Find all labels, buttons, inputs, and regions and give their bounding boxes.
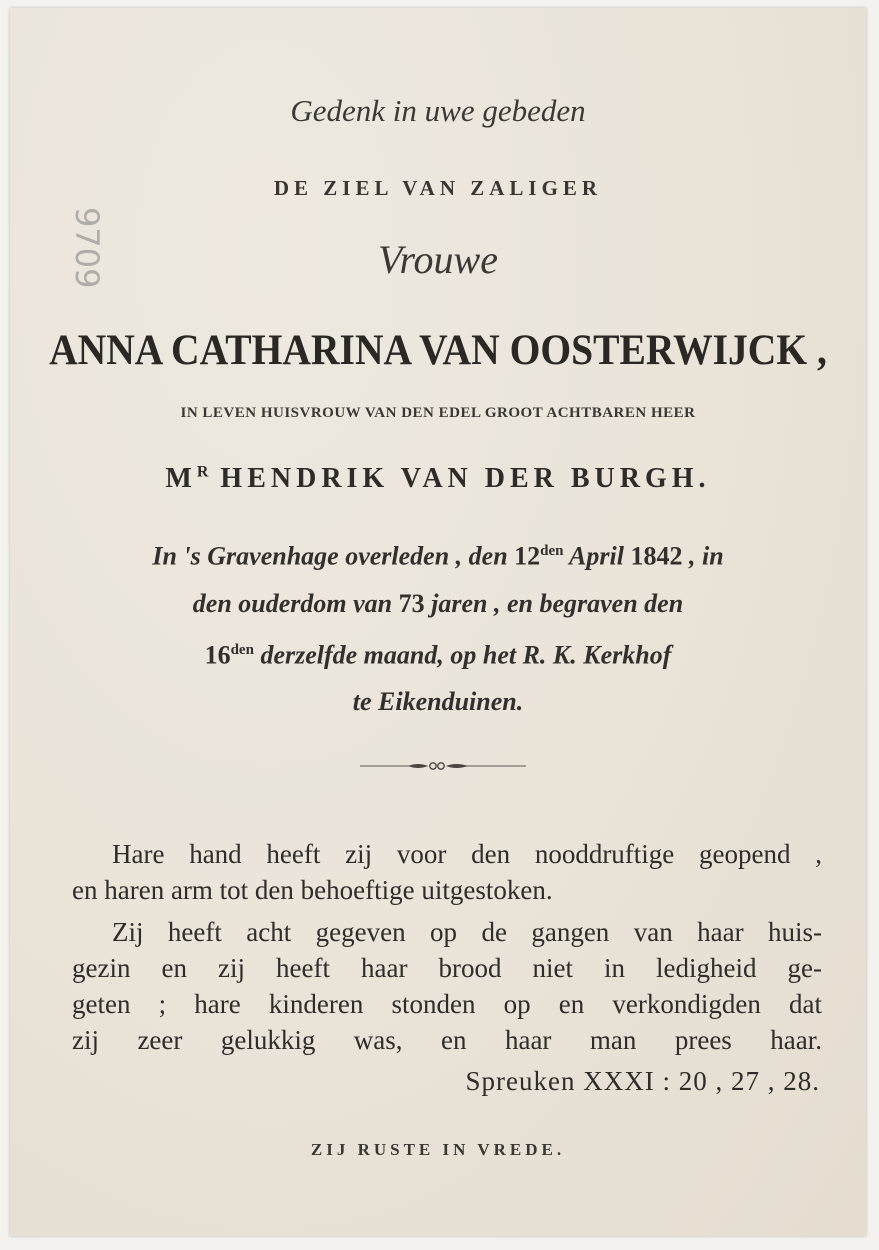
burial-day: 16 (204, 640, 231, 670)
verse-passage-2 (72, 914, 822, 1058)
details-text: In 's Gravenhage overleden , den (152, 541, 515, 571)
details-line-3 (10, 627, 866, 679)
scripture-reference: Spreuken XXXI : 20 , 27 , 28. (465, 1066, 820, 1096)
spouse-name: HENDRIK VAN DER BURGH. (220, 463, 711, 494)
deceased-name: ANNA CATHARINA VAN OOSTERWIJCK , (49, 327, 827, 374)
death-year: 1842 (630, 541, 683, 571)
verse-line: en haren arm tot den behoeftige uitgestoken. (72, 875, 553, 905)
details-text: jaren , en begraven den (424, 588, 684, 618)
verse-line: Zij heeft acht gegeven op de gangen van haar huis- (112, 917, 822, 947)
details-line-4: te Eikenduinen. (352, 687, 524, 717)
spouse-prefix-sup: R (196, 463, 209, 481)
details-text: derzelfde maand, op het R. K. Kerkhof (253, 640, 672, 670)
details-text: , in (682, 541, 724, 571)
spouse-title: IN LEVEN HUISVROUW VAN DEN EDEL GROOT ACHTBAREN HEER (180, 405, 696, 421)
verse-line: zij zeer gelukkig was, en haar man prees haar. (72, 1025, 822, 1055)
details-line-1 (10, 528, 866, 580)
divider-ornament (10, 756, 866, 776)
details-text: den ouderdom van (192, 588, 399, 618)
invocation: Gedenk in uwe gebeden (290, 93, 586, 128)
details-text: April (563, 541, 631, 571)
memorial-card (10, 8, 866, 1236)
age: 73 (398, 588, 425, 618)
verse-line: Hare hand heeft zij voor den nooddruftige geopend , (112, 839, 822, 869)
verse-line: geten ; hare kinderen stonden op en verkondigden dat (72, 989, 822, 1019)
death-day-sup: den (540, 543, 564, 559)
verse-passage-1 (72, 836, 822, 908)
burial-day-sup: den (230, 641, 254, 658)
closing-line: ZIJ RUSTE IN VREDE. (310, 1140, 566, 1159)
archive-number: 9709 (68, 207, 106, 289)
spouse-line (10, 463, 866, 495)
death-day: 12 (514, 541, 541, 571)
death-details (10, 528, 866, 725)
spouse-prefix: M (165, 463, 197, 494)
soul-line: DE ZIEL VAN ZALIGER (273, 176, 603, 200)
honorific: Vrouwe (378, 237, 498, 282)
verse-line: gezin en zij heeft haar brood niet in ledigheid ge- (72, 953, 822, 983)
details-line-2 (10, 580, 866, 627)
